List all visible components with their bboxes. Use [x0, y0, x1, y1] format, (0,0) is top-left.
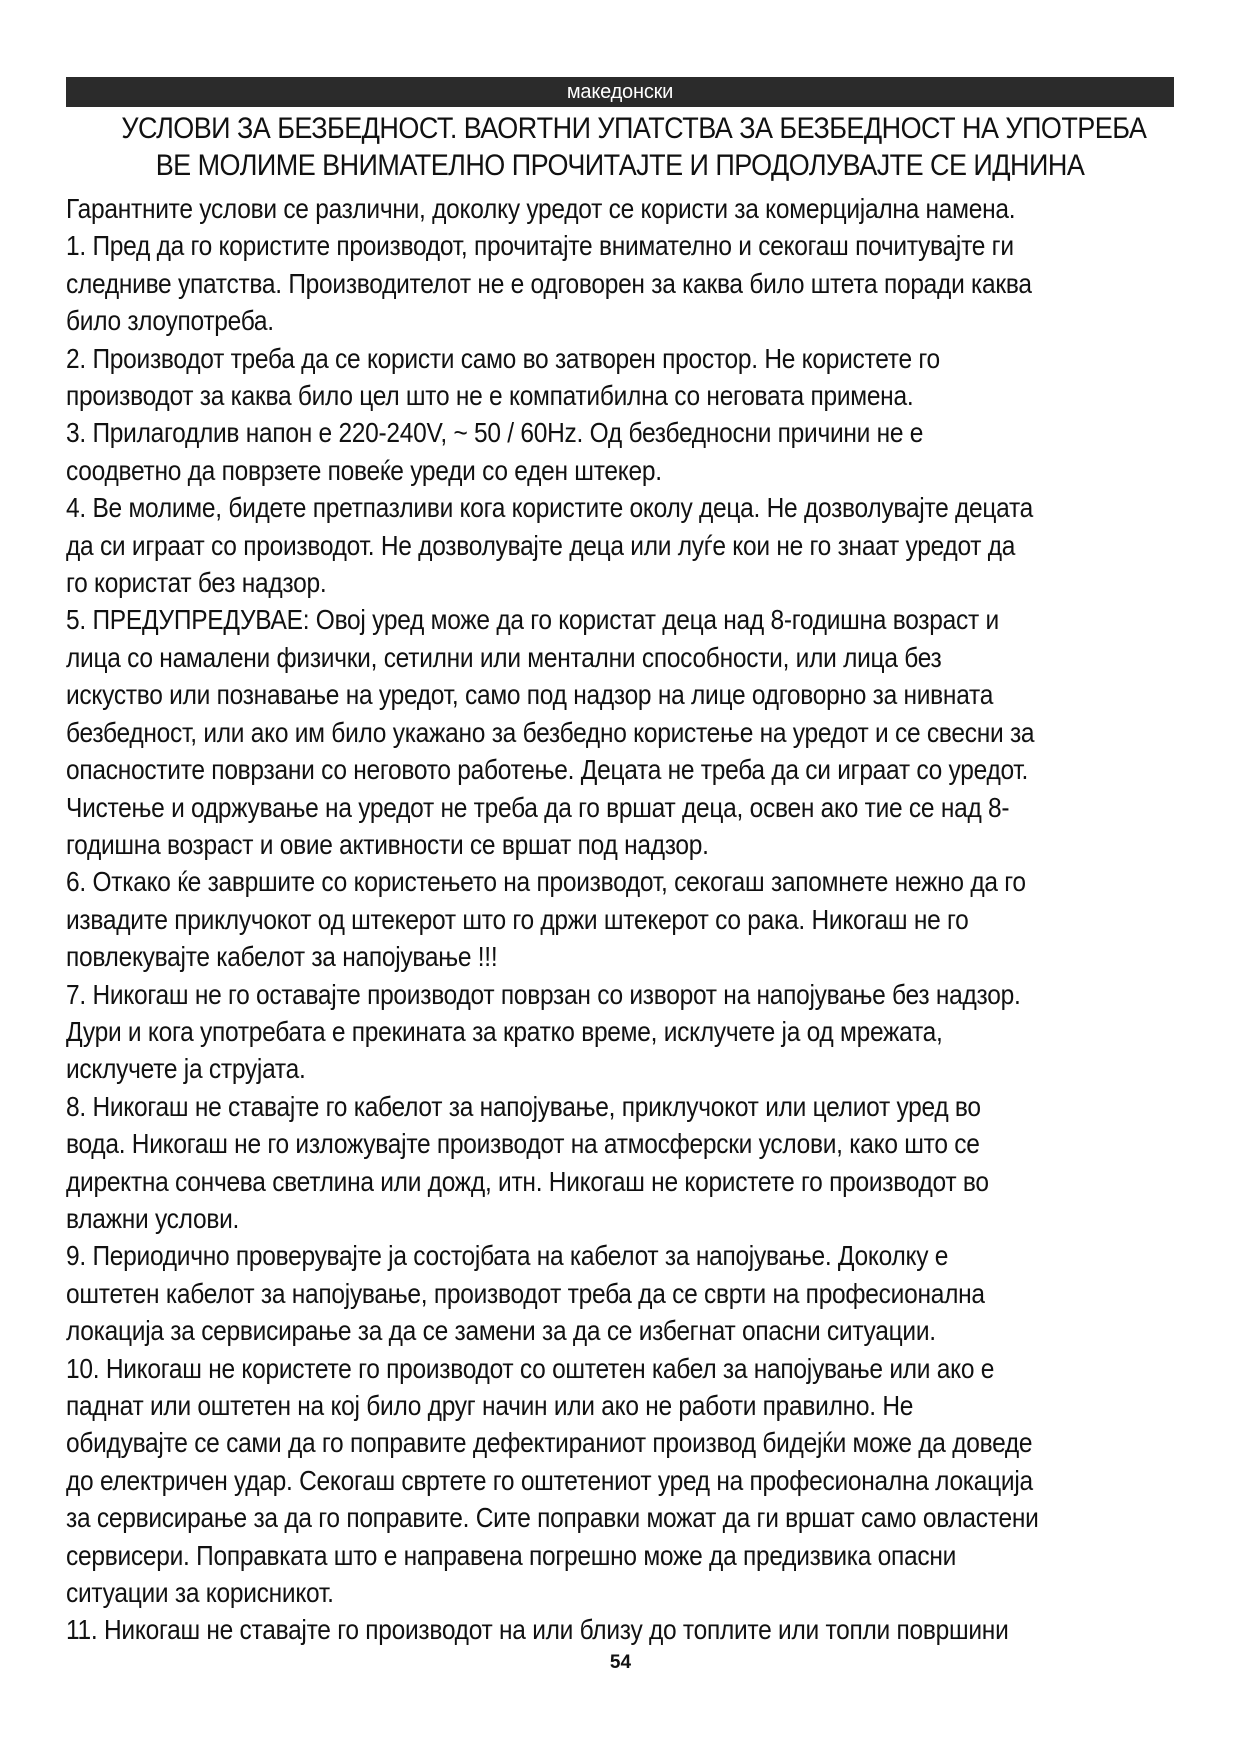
text-line: локација за сервисирање за да се замени за да се избегнат опасни ситуации. — [66, 1315, 936, 1347]
text-line: исклучете ја струјата. — [66, 1053, 306, 1085]
section-title — [121, 110, 1147, 184]
text-line: 9. Периодично проверувајте ја состојбата на кабелот за напојување. Доколку е — [66, 1240, 949, 1272]
text-line: до електричен удар. Секогаш свртете го оштетениот уред на професионална локација — [66, 1464, 1033, 1496]
text-line: безбедност, или ако им било укажано за безбедно користење на уредот и се свесни за — [66, 716, 1035, 748]
text-line: директна сончева светлина или дожд, итн. Никогаш не користете го производот во — [66, 1165, 989, 1197]
text-line: да си играат со производот. Не дозволувајте деца или луѓе кои не го знаат уредот да — [66, 529, 1016, 561]
text-line: 4. Ве молиме, бидете претпазливи кога користите околу деца. Не дозволувајте децата — [66, 492, 1034, 524]
language-label: македонски — [566, 81, 674, 103]
language-header-bar — [66, 77, 1174, 107]
text-line: оштетен кабелот за напојување, производот треба да се сврти на професионална — [66, 1277, 985, 1309]
text-line: лица со намалени физички, сетилни или ментални способности, или лица без — [66, 641, 942, 673]
text-line: за сервисирање за да го поправите. Сите поправки можат да ги вршат само овластени — [66, 1502, 1039, 1534]
text-line: Чистење и одржување на уредот не треба да го вршат деца, освен ако тие се над 8- — [66, 791, 1010, 823]
text-line: било злоупотреба. — [66, 305, 274, 337]
text-line: производот за каква било цел што не е компатибилна со неговата примена. — [66, 380, 914, 412]
text-line: 2. Производот треба да се користи само во затворен простор. Не користете го — [66, 342, 940, 374]
section-title-line-2: ВЕ МОЛИМЕ ВНИМАТЕЛНО ПРОЧИТАЈТЕ И ПРОДОЛУВАЈТЕ СЕ ИДНИНА — [155, 149, 1085, 182]
text-line: вода. Никогаш не го изложувајте производот на атмосферски услови, како што се — [66, 1128, 980, 1160]
text-line: соодветно да поврзете повеќе уреди со еден штекер. — [66, 454, 662, 486]
text-line: следниве упатства. Производителот не е одговорен за каква било штета поради каква — [66, 267, 1032, 299]
text-line: опасностите поврзани со неговото работење. Децата не треба да си играат со уредот. — [66, 754, 1029, 786]
text-line: паднат или оштетен на кој било друг начин или ако не работи правилно. Не — [66, 1390, 914, 1421]
text-line: 6. Откако ќе завршите со користењето на производот, секогаш запомнете нежно да го — [66, 866, 1026, 898]
text-line: ситуации за корисникот. — [66, 1577, 334, 1609]
text-line: 8. Никогаш не ставајте го кабелот за напојување, приклучокот или целиот уред во — [66, 1090, 981, 1122]
page-number: 54 — [609, 1652, 632, 1673]
text-line: го користат без надзор. — [66, 567, 327, 599]
section-title-line-1: УСЛОВИ ЗА БЕЗБЕДНОСТ. ВАОRТНИ УПАТСТВА ЗА БЕЗБЕДНОСТ НА УПОТРЕБА — [121, 112, 1147, 145]
text-line: 10. Никогаш не користете го производот со оштетен кабел за напојување или ако е — [66, 1352, 995, 1384]
text-line: Дури и кога употребата е прекината за кратко време, исклучете ја од мрежата, — [66, 1015, 943, 1047]
text-line: влажни услови. — [66, 1202, 240, 1234]
text-line: обидувајте се сами да го поправите дефектираниот производ бидејќи може да доведе — [66, 1427, 1033, 1459]
text-line: Гарантните услови се различни, доколку уредот се користи за комерцијална намена. — [66, 193, 1016, 224]
text-line: 7. Никогаш не го оставајте производот поврзан со изворот на напојување без надзор. — [66, 978, 1021, 1010]
text-line: извадите приклучокот од штекерот што го држи штекерот со рака. Никогаш не го — [66, 903, 969, 935]
text-line: сервисери. Поправката што е направена погрешно може да предизвика опасни — [66, 1539, 957, 1571]
text-line: 5. ПРЕДУПРЕДУВАЕ: Овој уред може да го користат деца над 8-годишна возраст и — [66, 604, 999, 636]
text-line: повлекувајте кабелот за напојување !!! — [66, 941, 498, 973]
text-line: 1. Пред да го користите производот, прочитајте внимателно и секогаш почитувајте ги — [66, 230, 1014, 262]
text-line: искуство или познавање на уредот, само под надзор на лице одговорно за нивната — [66, 679, 994, 711]
text-line: годишна возраст и овие активности се вршат под надзор. — [66, 828, 709, 860]
text-line: 11. Никогаш не ставајте го производот на или близу до топлите или топли површини — [66, 1614, 1009, 1646]
safety-instructions-text — [66, 190, 1134, 1649]
text-line: 3. Прилагодлив напон е 220-240V, ~ 50 / 60Hz. Од безбедносни причини не е — [66, 417, 924, 449]
